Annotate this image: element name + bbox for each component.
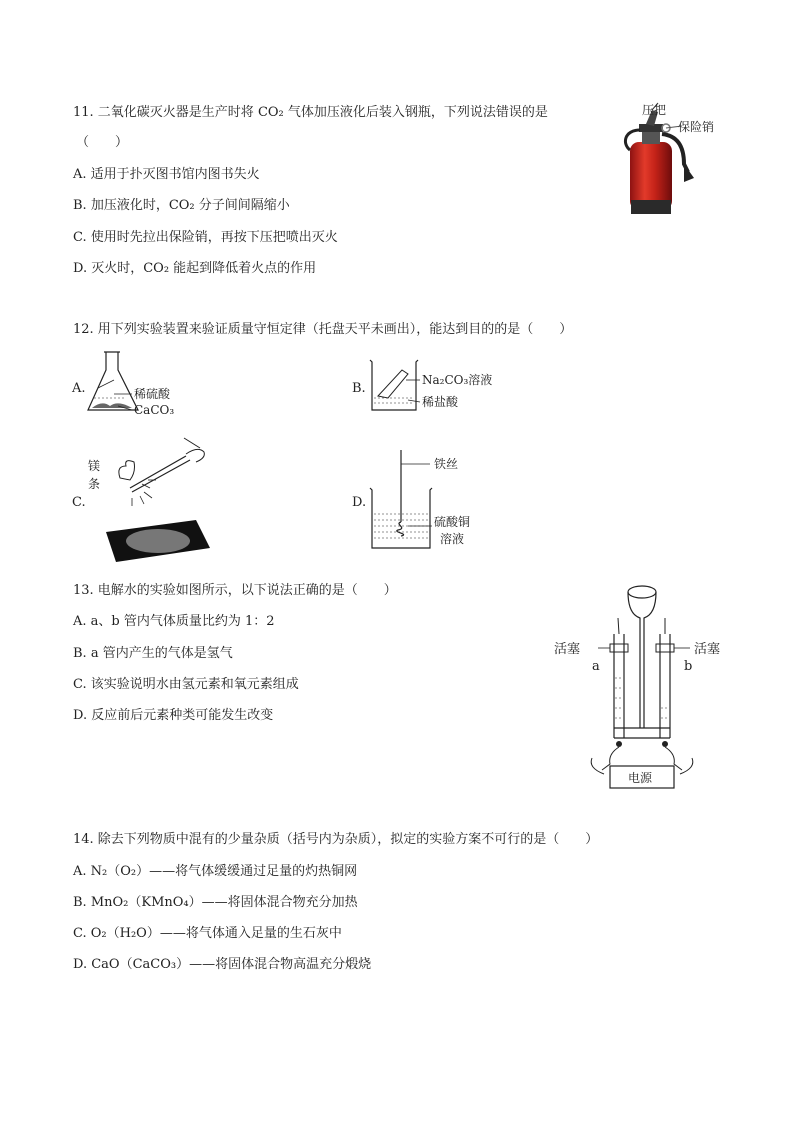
label-stopcock-left: 活塞: [554, 642, 581, 657]
q13-stem: 13. 电解水的实验如图所示，以下说法正确的是（ ）: [73, 583, 397, 598]
q12-option-d-letter: D.: [352, 495, 367, 510]
q11-stem: 11. 二氧化碳灭火器是生产时将 CO₂ 气体加压液化后装入钢瓶，下列说法错误的是: [73, 105, 548, 120]
q13-option-a: A. a、b 管内气体质量比约为 1：2: [73, 614, 275, 629]
label-dilute-hydrochloric-acid: 稀盐酸: [422, 395, 459, 409]
fire-extinguisher-figure: [622, 100, 732, 218]
electrolysis-apparatus-figure: [552, 578, 732, 792]
q12-option-b-letter: B.: [352, 381, 366, 396]
q14-stem: 14. 除去下列物质中混有的少量杂质（括号内为杂质），拟定的实验方案不可行的是（ ）: [73, 832, 599, 847]
label-power-source: 电源: [628, 771, 653, 785]
q14-option-a: A. N₂（O₂）——将气体缓缓通过足量的灼热铜网: [73, 864, 358, 879]
q12-figure-c-magnesium: [86, 432, 226, 564]
q11-option-a: A. 适用于扑灭图书馆内图书失火: [73, 167, 260, 182]
q12-figure-a-flask: [84, 350, 204, 422]
label-tube-b: b: [684, 659, 693, 674]
q14-option-b: B. MnO₂（KMnO₄）——将固体混合物充分加热: [73, 895, 358, 910]
label-sodium-carbonate-solution: Na₂CO₃溶液: [422, 373, 493, 387]
q13-option-c: C. 该实验说明水由氢元素和氧元素组成: [73, 677, 299, 692]
label-calcium-carbonate: CaCO₃: [134, 403, 175, 417]
label-solution: 溶液: [440, 532, 465, 546]
label-handle: 压把: [642, 103, 667, 117]
q11-option-b: B. 加压液化时，CO₂ 分子间间隔缩小: [73, 198, 290, 213]
label-iron-wire: 铁丝: [434, 457, 459, 471]
label-tube-a: a: [592, 659, 600, 674]
q11-option-d: D. 灭火时，CO₂ 能起到降低着火点的作用: [73, 261, 317, 276]
q11-answer-paren: （ ）: [76, 135, 129, 150]
q12-option-a-letter: A.: [72, 381, 86, 396]
q12-stem: 12. 用下列实验装置来验证质量守恒定律（托盘天平未画出），能达到目的的是（ ）: [73, 322, 573, 337]
q14-option-d: D. CaO（CaCO₃）——将固体混合物高温充分煅烧: [73, 957, 372, 972]
label-stopcock-right: 活塞: [694, 642, 721, 657]
q13-option-b: B. a 管内产生的气体是氢气: [73, 646, 233, 661]
label-magnesium: 镁: [88, 459, 101, 473]
label-ribbon: 条: [88, 477, 101, 491]
label-dilute-sulfuric-acid: 稀硫酸: [134, 387, 171, 401]
q12-option-c-letter: C.: [72, 495, 86, 510]
q14-option-c: C. O₂（H₂O）——将气体通入足量的生石灰中: [73, 926, 342, 941]
q12-figure-b-beaker: [368, 356, 518, 416]
label-copper-sulfate: 硫酸铜: [434, 515, 471, 529]
label-safety-pin: 保险销: [678, 120, 715, 134]
q11-option-c: C. 使用时先拉出保险销，再按下压把喷出灭火: [73, 230, 338, 245]
q13-option-d: D. 反应前后元素种类可能发生改变: [73, 708, 274, 723]
q12-figure-d-iron-wire: [368, 448, 518, 552]
